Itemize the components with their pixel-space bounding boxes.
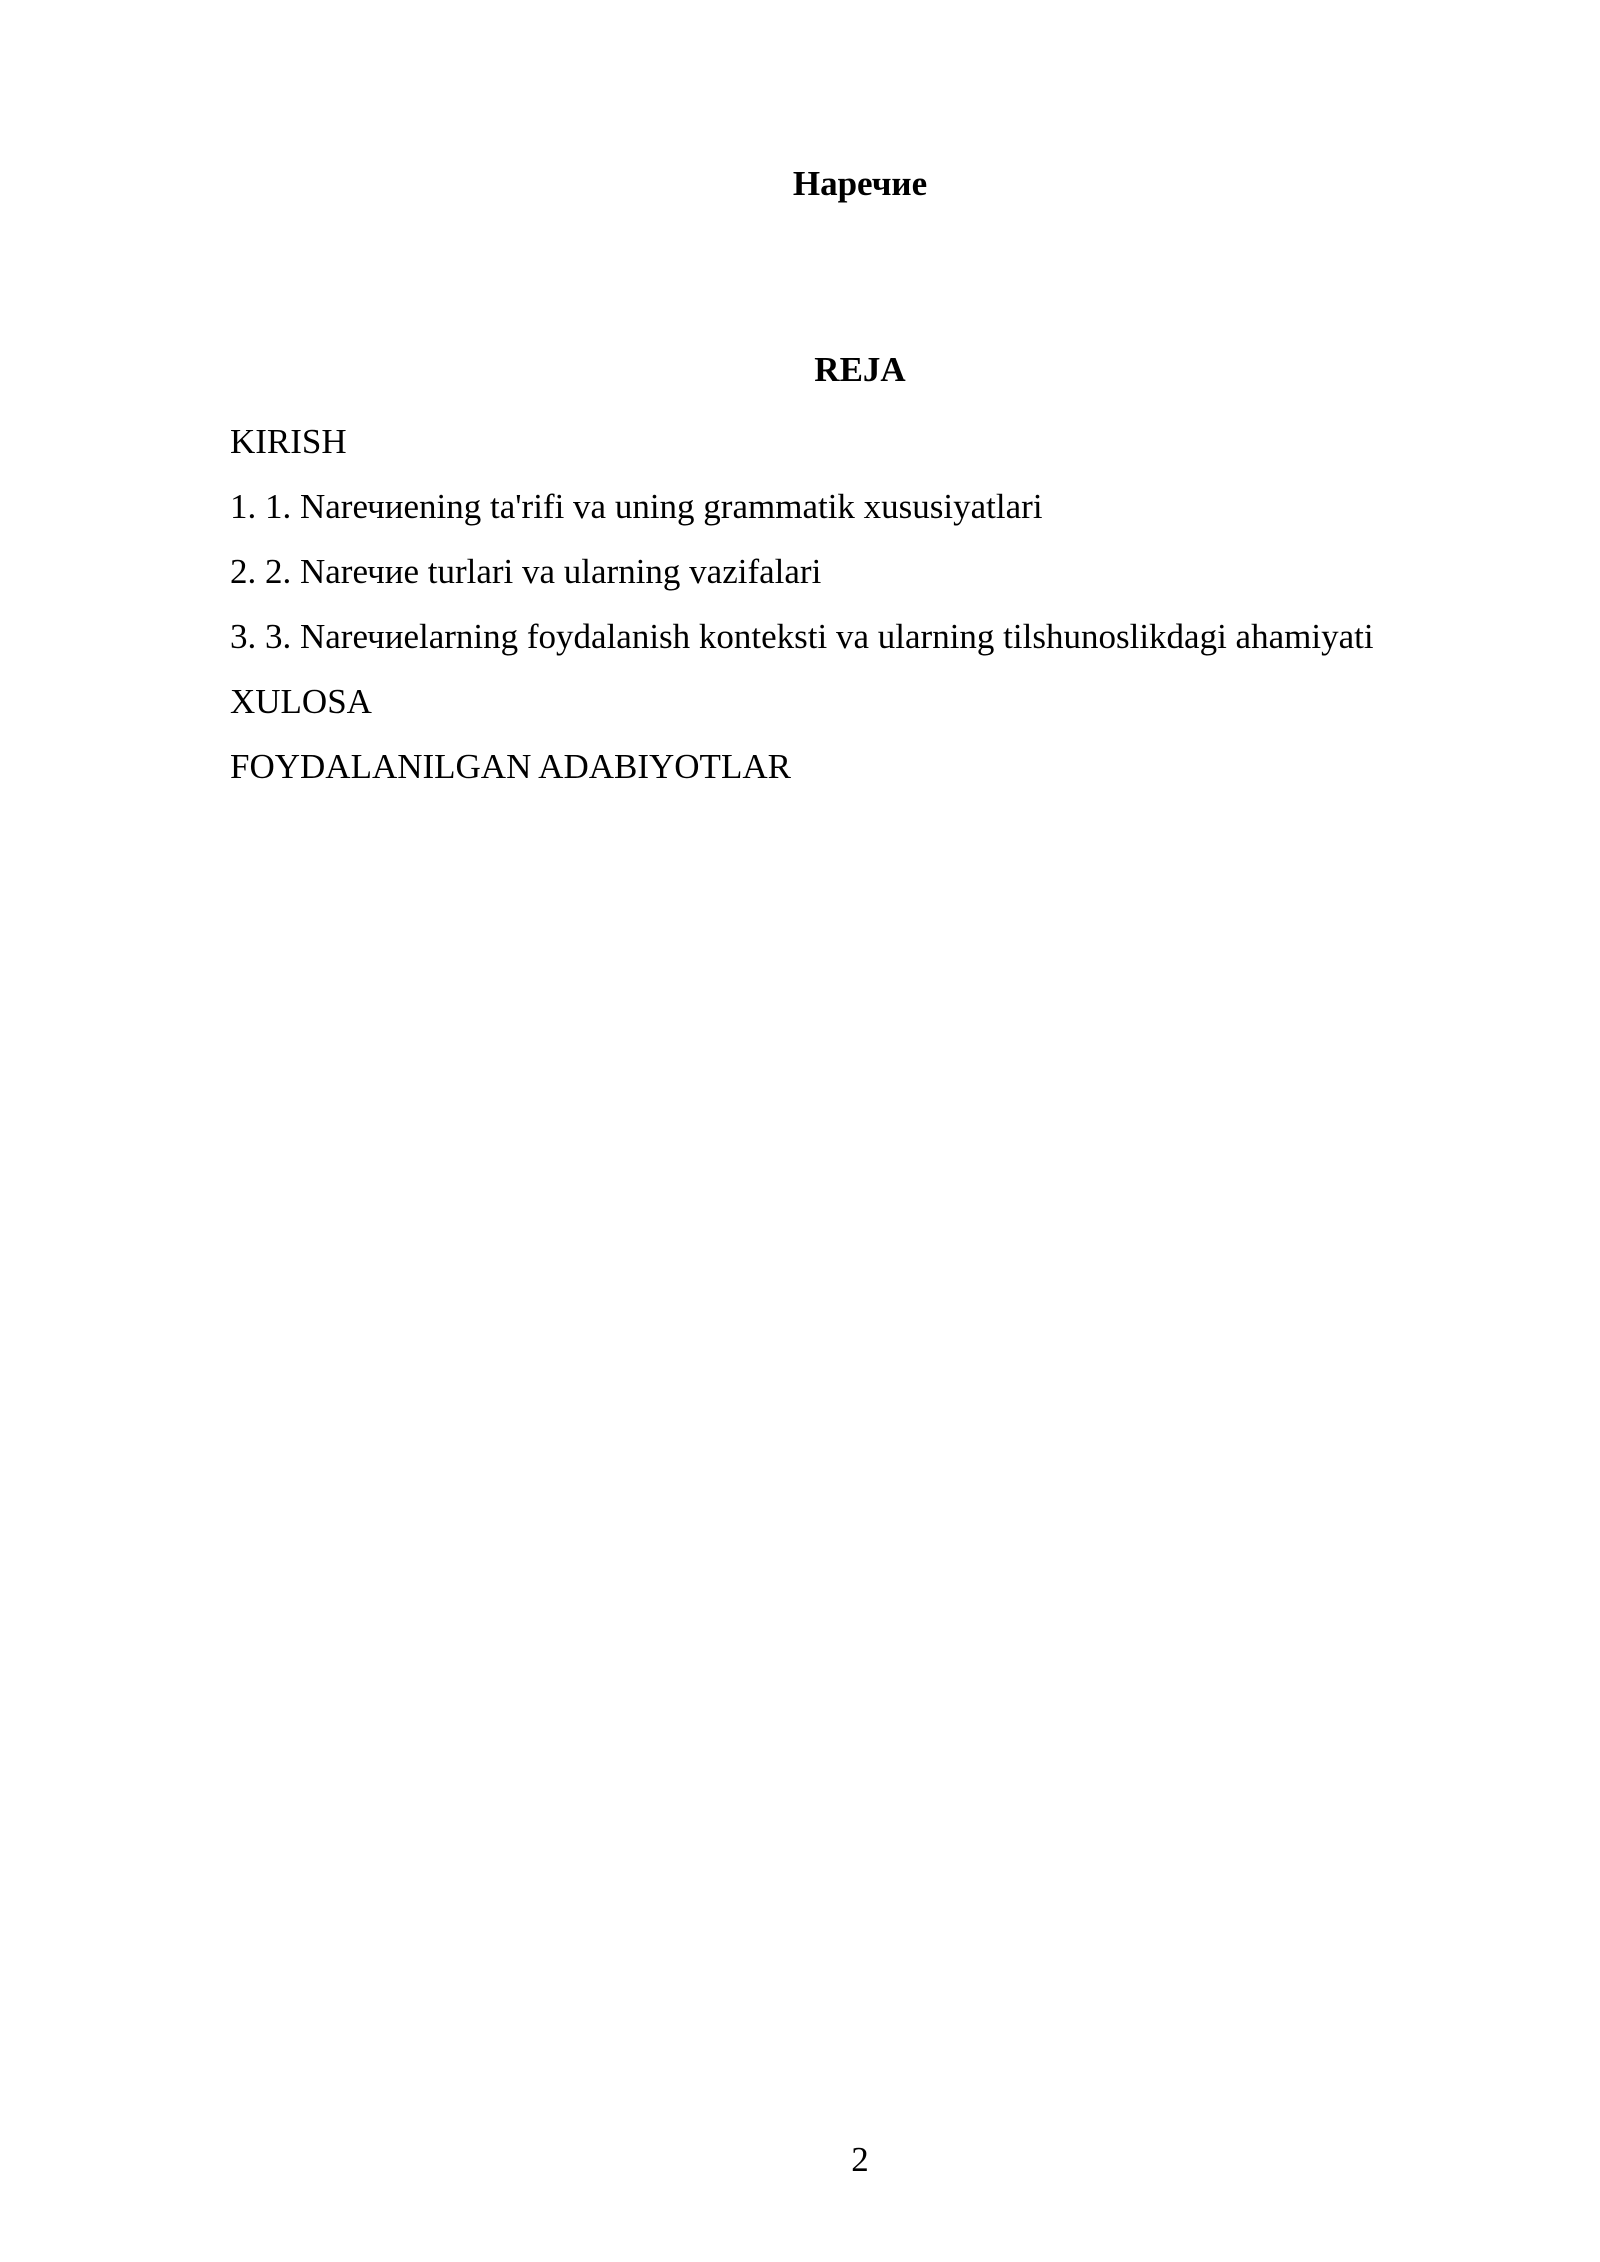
plan-heading: REJA — [814, 350, 906, 389]
plan-item-conclusion: XULOSA — [230, 682, 372, 721]
plan-item-references: FOYDALANILGAN ADABIYOTLAR — [230, 747, 791, 786]
plan-item-1: 1. 1. Narечиening ta'rifi va uning grammatik xususiyatlari — [230, 487, 1043, 526]
document-title: Наречие — [792, 164, 928, 203]
plan-list — [230, 418, 1374, 808]
page-number: 2 — [851, 2140, 869, 2179]
plan-item-intro: KIRISH — [230, 422, 347, 461]
plan-item-3: 3. 3. Narечиelarning foydalanish konteksti va ularning tilshunoslikdagi ahamiyati — [230, 617, 1374, 656]
plan-item-2: 2. 2. Narечие turlari va ularning vazifalari — [230, 552, 822, 591]
